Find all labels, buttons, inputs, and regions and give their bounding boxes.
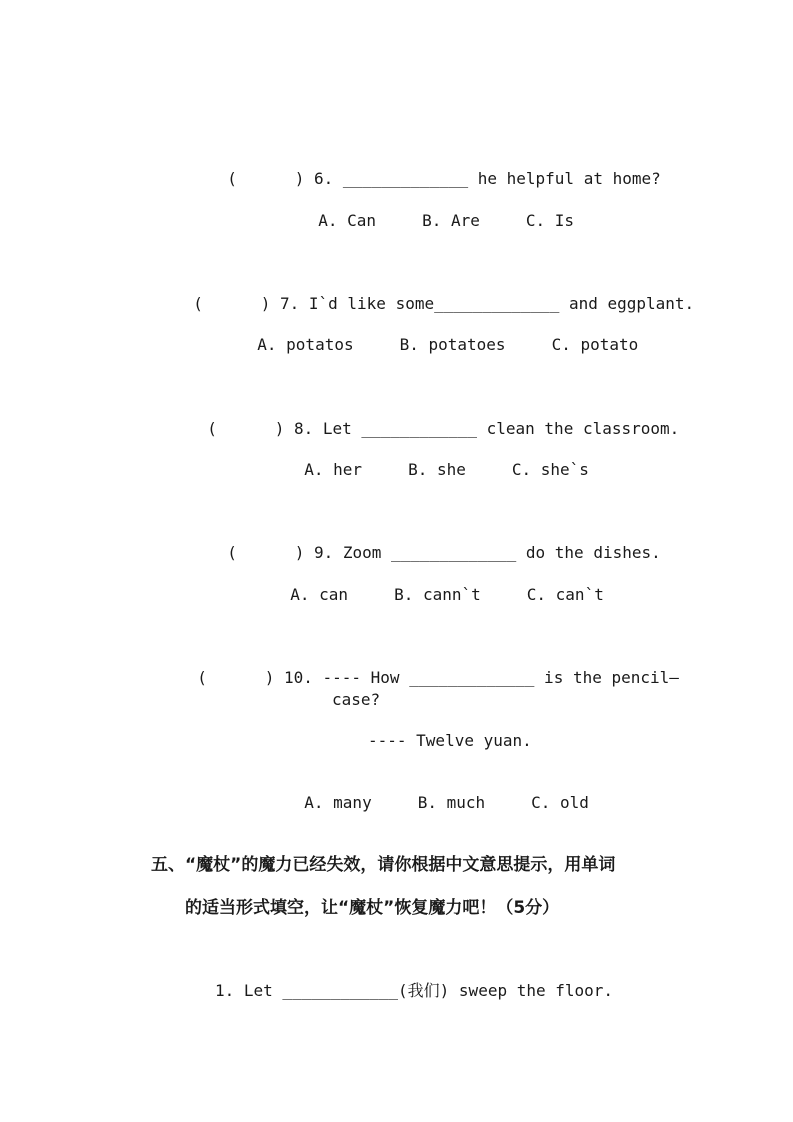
question-6-options — [299, 191, 574, 231]
section-5-item-1[interactable]: 1. Let ____________(我们) sweep the floor. — [215, 981, 614, 1000]
option-a[interactable]: A. many — [304, 793, 372, 812]
option-b[interactable]: B. much — [417, 793, 486, 812]
option-a[interactable]: A. can — [290, 585, 349, 604]
question-7 — [174, 274, 694, 314]
option-c[interactable]: C. can`t — [526, 585, 604, 604]
question-8-options — [285, 440, 589, 480]
option-b[interactable]: B. Are — [422, 211, 480, 230]
option-c[interactable]: C. Is — [525, 211, 575, 230]
option-b[interactable]: B. she — [408, 460, 466, 479]
answer-paren[interactable]: ( ) — [193, 294, 271, 313]
question-stem: 9. Zoom _____________ do the dishes. — [313, 543, 661, 562]
question-10-options — [285, 773, 589, 813]
option-a[interactable]: A. potatos — [257, 335, 354, 354]
question-10-continuation: case? — [332, 690, 381, 709]
section-5-heading-line-1: 五、“魔杖”的魔力已经失效，请你根据中文意思提示，用单词 — [151, 855, 616, 875]
question-10 — [178, 648, 679, 688]
question-7-options — [238, 315, 638, 355]
answer-paren[interactable]: ( ) — [227, 543, 305, 562]
question-stem: 6. _____________ he helpful at home? — [313, 169, 661, 188]
answer-paren[interactable]: ( ) — [207, 419, 285, 438]
option-c[interactable]: C. potato — [551, 335, 639, 354]
question-9-options — [271, 565, 604, 605]
section-5-heading-line-2: 的适当形式填空，让“魔杖”恢复魔力吧！（5分） — [185, 898, 560, 918]
option-a[interactable]: A. her — [304, 460, 363, 479]
option-c[interactable]: C. old — [531, 793, 589, 812]
question-6 — [208, 149, 661, 189]
question-9 — [208, 523, 661, 563]
option-c[interactable]: C. she`s — [511, 460, 589, 479]
question-stem: 7. I`d like some_____________ and eggplant. — [279, 294, 695, 313]
question-stem: 10. ---- How _____________ is the pencil— — [283, 668, 679, 687]
question-stem: 8. Let ____________ clean the classroom. — [293, 419, 680, 438]
option-b[interactable]: B. cann`t — [394, 585, 481, 604]
answer-paren[interactable]: ( ) — [227, 169, 305, 188]
question-10-answer-prompt: ---- Twelve yuan. — [368, 731, 532, 750]
answer-paren[interactable]: ( ) — [197, 668, 275, 687]
option-b[interactable]: B. potatoes — [399, 335, 506, 354]
option-a[interactable]: A. Can — [318, 211, 377, 230]
question-8 — [188, 399, 679, 439]
